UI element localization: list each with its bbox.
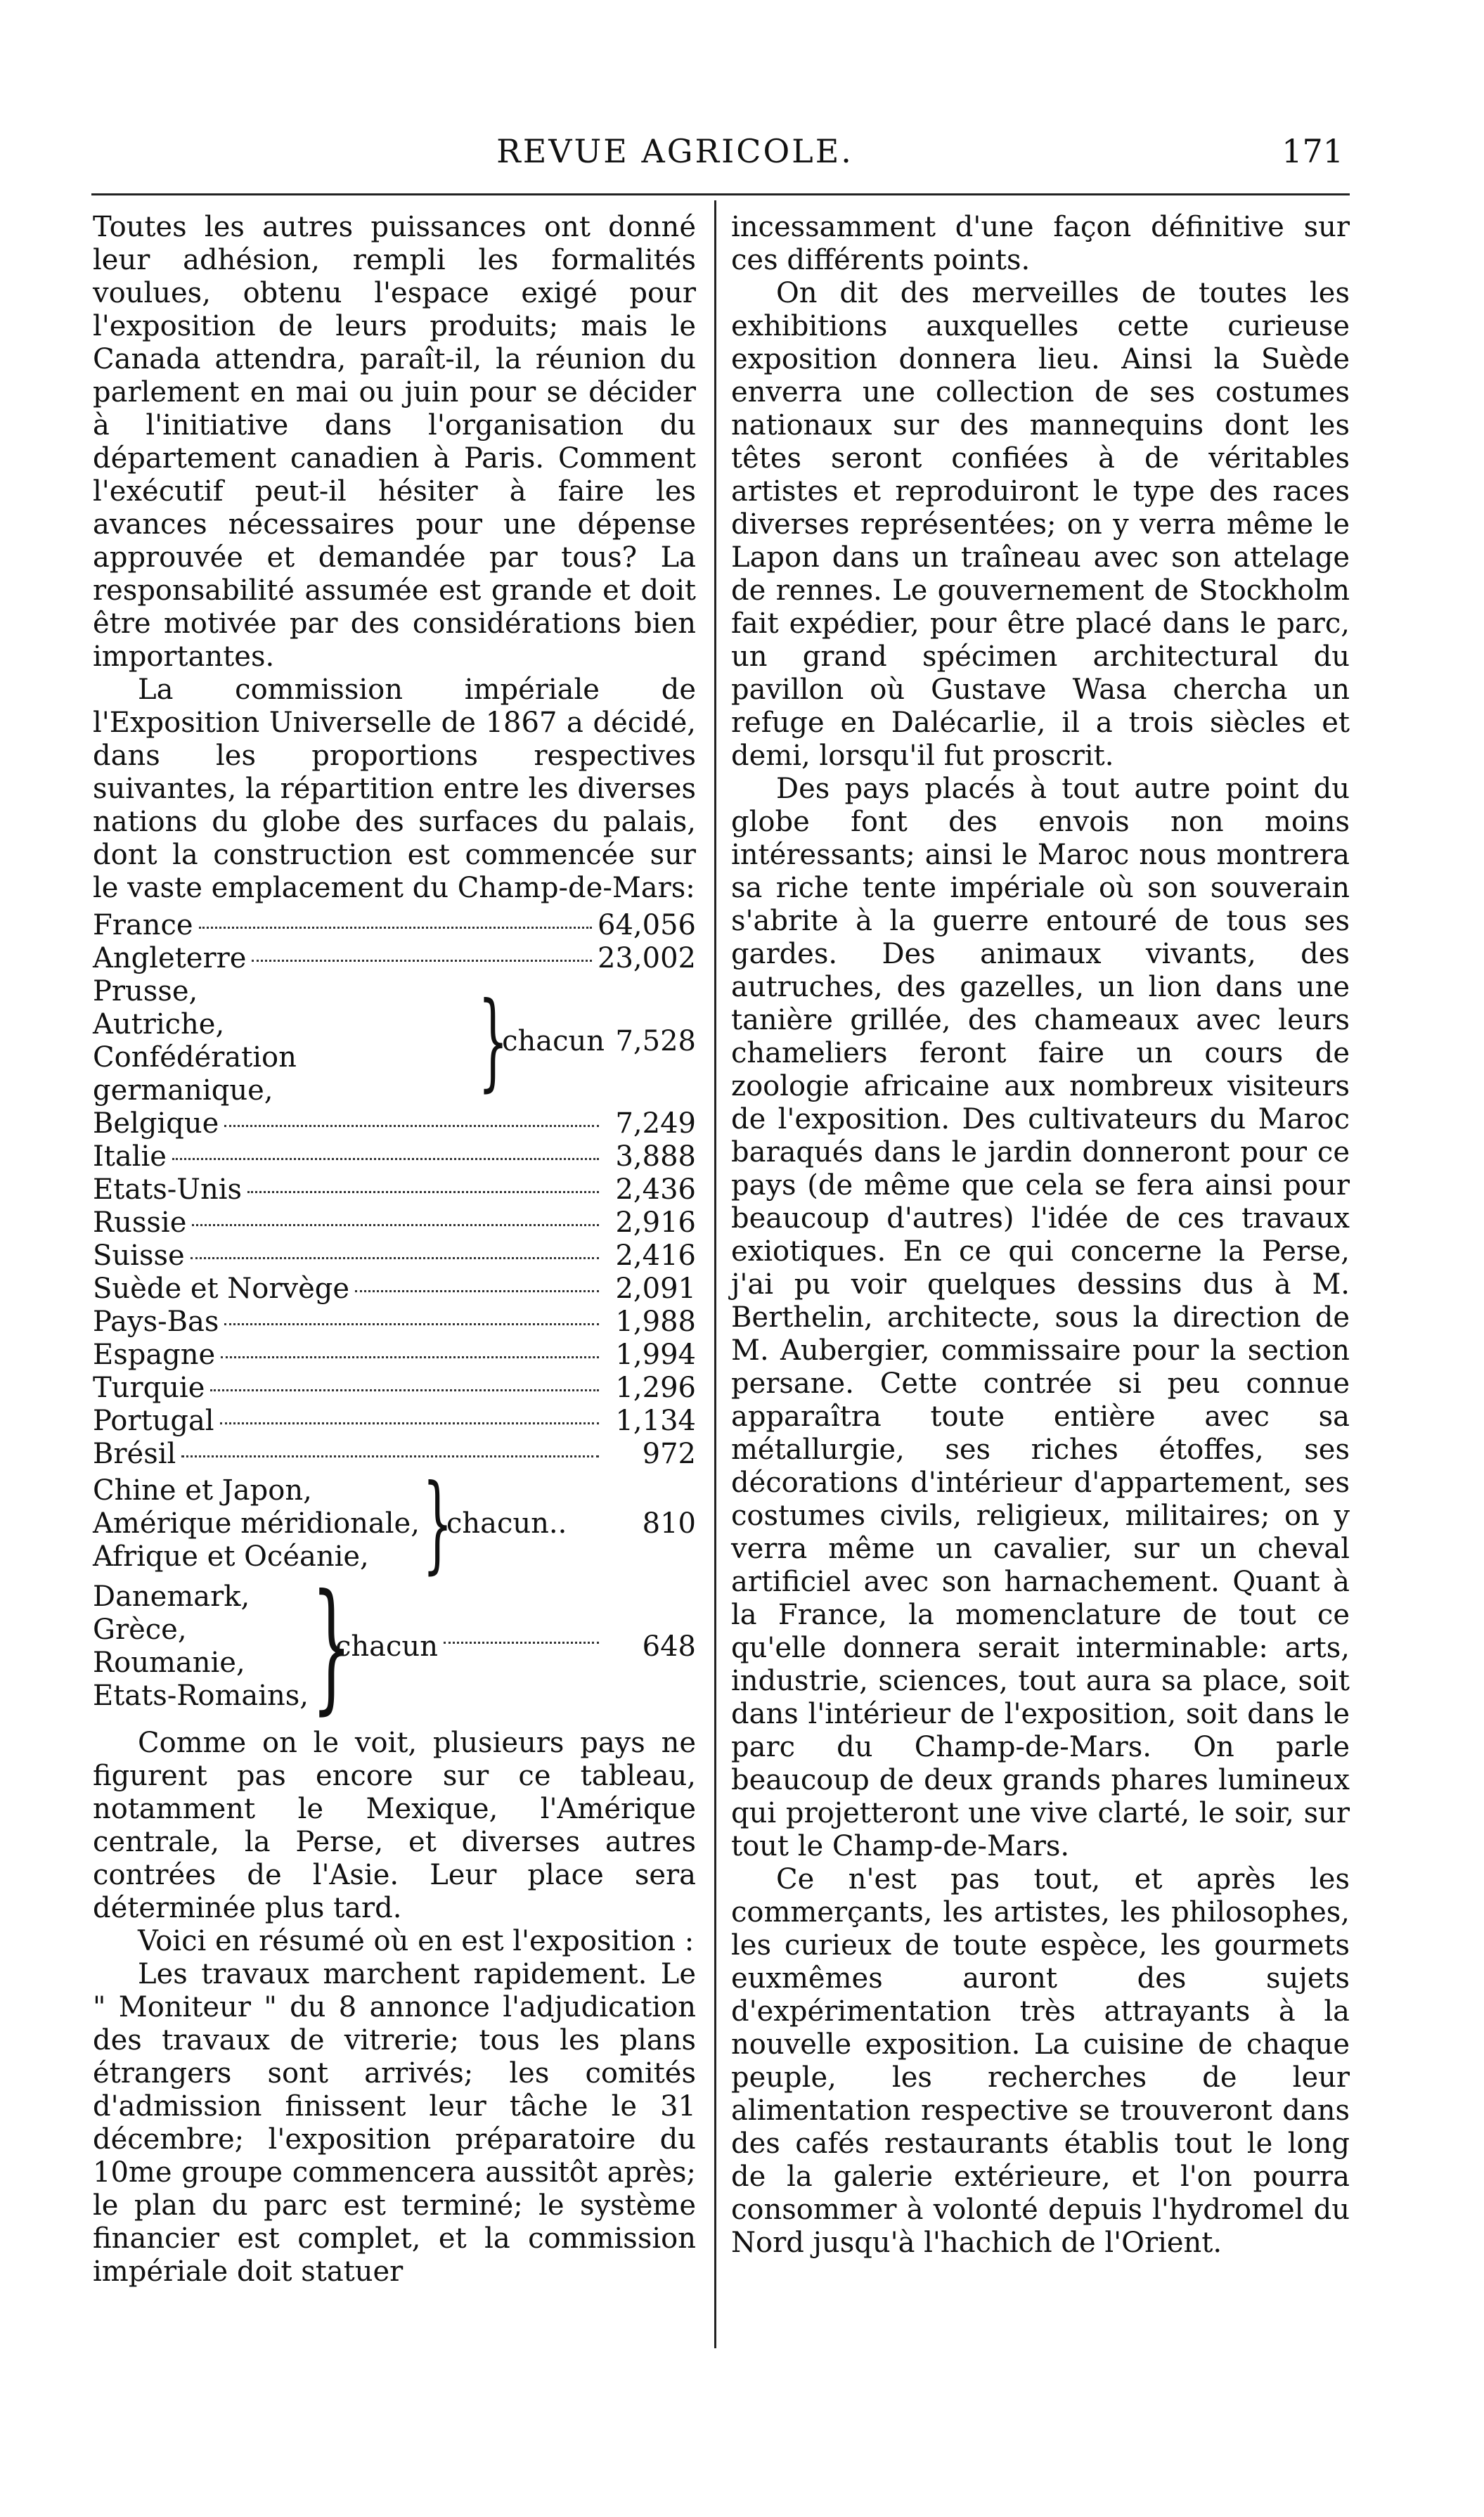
country-name: Pays-Bas bbox=[93, 1306, 219, 1338]
country-name: Chine et Japon, bbox=[93, 1474, 312, 1507]
running-header bbox=[0, 127, 1484, 176]
leader-dots bbox=[191, 1257, 599, 1259]
surface-value: 1,134 bbox=[615, 1405, 696, 1437]
brace-icon: } bbox=[478, 980, 509, 1102]
table-row bbox=[93, 1206, 696, 1240]
surface-value: 648 bbox=[642, 1630, 696, 1663]
country-name: Confédération germanique, bbox=[93, 1041, 297, 1107]
leader-dots bbox=[247, 1191, 599, 1193]
leader-dots bbox=[172, 1158, 599, 1160]
country-name: Brésil bbox=[93, 1438, 176, 1470]
surface-value: 7,528 bbox=[615, 1024, 696, 1057]
leader-dots bbox=[224, 1125, 599, 1127]
page-number: 171 bbox=[1282, 132, 1343, 170]
country-name: Turquie bbox=[93, 1372, 205, 1404]
surface-value: 1,988 bbox=[615, 1306, 696, 1338]
left-paragraph-4: Voici en résumé où en est l'exposition : bbox=[138, 1925, 695, 1957]
country-name: Suède et Norvège bbox=[93, 1273, 350, 1305]
leader-dots bbox=[210, 1389, 599, 1391]
column-divider bbox=[714, 200, 716, 2348]
right-column bbox=[731, 211, 1350, 2260]
right-paragraph-1: incessamment d'une façon définitive sur ces différents points. bbox=[731, 211, 1350, 276]
group-label: chacun bbox=[335, 1630, 438, 1663]
table-row bbox=[93, 1107, 696, 1140]
right-paragraph-4: Ce n'est pas tout, et après les commerçants, les artistes, les philosophes, les curieux de toute espèce, les gourmets euxmêmes auront des sujets d'expérimentation très attrayants à la nouvelle exposition. La cuisine de chaque peuple, les recherches de leur alimentation respective se trouveront dans des cafés restaurants établis tout le long de la galerie extérieure, et l'on pourra consommer à volonté depuis l'hydromel du Nord jusqu'à l'hachich de l'Orient. bbox=[731, 1863, 1350, 2259]
table-row bbox=[93, 1372, 696, 1405]
surface-value: 64,056 bbox=[598, 909, 696, 941]
leader-dots bbox=[355, 1290, 599, 1292]
leader-dots bbox=[192, 1224, 599, 1226]
surface-value: 972 bbox=[642, 1438, 696, 1470]
table-group-3 bbox=[93, 1564, 696, 1728]
country-name: Amérique méridionale, bbox=[93, 1507, 420, 1540]
leader-dots bbox=[221, 1356, 599, 1358]
country-name: Espagne bbox=[93, 1339, 216, 1371]
surface-value: 23,002 bbox=[598, 942, 696, 974]
country-name: Russie bbox=[93, 1206, 187, 1239]
country-name: Autriche, bbox=[93, 1008, 225, 1041]
right-paragraph-3: Des pays placés à tout autre point du globe font des envois non moins intéressants; ainsi le Maroc nous montrera sa riche tente impériale où son souverain s'abrite à la guerre entouré de tous ses gardes. Des animaux vivants, des autruches, des gazelles, un lion dans une tanière grillée, des chameaux avec leurs chameliers feront faire un cours de zoologie africaine aux nombreux visiteurs de l'exposition. Des cultivateurs du Maroc baraqués dans le jardin donneront pour ce pays (de même que cela se fera ainsi pour beaucoup d'autres) l'idée de ces travaux exiotiques. En ce qui concerne la Perse, j'ai pu voir quelques dessins dus à M. Berthelin, architecte, sous la direction de M. Aubergier, commissaire pour la section persane. Cette contrée si peu connue apparaîtra toute entière avec sa métallurgie, ses riches étoffes, ses décorations d'intérieur d'appartement, ses costumes civils, religieux, militaires; on y verra même un cavalier, sur un cheval artificiel avec son harnachement. Quant à la France, la momenclature de tout ce qu'elle donnera serait interminable: arts, industrie, sciences, tout aura sa place, soit dans l'intérieur de l'exposition, soit dans le parc du Champ-de-Mars. On parle beaucoup de deux grands phares lumineux qui projetteront une vive clarté, le soir, sur tout le Champ-de-Mars. bbox=[731, 773, 1350, 1862]
leader-dots bbox=[181, 1455, 599, 1457]
right-paragraph-2: On dit des merveilles de toutes les exhibitions auxquelles cette curieuse exposition donnera lieu. Ainsi la Suède enverra une collection de ses costumes nationaux sur des mannequins dont les têtes seront confiées à de véritables artistes et reproduiront le type des races diverses représentées; on y verra même le Lapon dans un traîneau avec son attelage de rennes. Le gouvernement de Stockholm fait expédier, pour être placé dans le parc, un grand spécimen architectural du pavillon où Gustave Wasa chercha un refuge en Dalécarlie, il a trois siècles et demi, lorsqu'il fut proscrit. bbox=[731, 277, 1350, 772]
table-group-1 bbox=[93, 975, 696, 1107]
brace-icon: } bbox=[311, 1564, 352, 1728]
left-paragraph-2: La commission impériale de l'Exposition Universelle de 1867 a décidé, dans les proportions respectives suivantes, la répartition entre les diverses nations du globe des surfaces du palais, dont la construction est commencée sur le vaste emplacement du Champ-de-Mars: bbox=[93, 674, 696, 904]
country-name: France bbox=[93, 909, 193, 941]
leader-dots bbox=[252, 960, 592, 962]
country-name: Afrique et Océanie, bbox=[93, 1540, 369, 1573]
left-paragraph-1: Toutes les autres puissances ont donné leur adhésion, rempli les formalités voulues, obtenu l'espace exigé pour l'exposition de leurs produits; mais le Canada attendra, paraît-il, la réunion du parlement en mai ou juin pour se décider à l'initiative dans l'organisation du département canadien à Paris. Comment l'exécutif peut-il hésiter à faire les avances nécessaires pour une dépense approuvée et demandée par tous? La responsabilité assumée est grande et doit être motivée par des considérations bien importantes. bbox=[93, 211, 696, 673]
header-rule bbox=[91, 193, 1350, 195]
group-label: chacun bbox=[502, 1024, 605, 1057]
country-name: Belgique bbox=[93, 1107, 219, 1140]
table-row bbox=[93, 1306, 696, 1339]
leader-dots bbox=[444, 1642, 599, 1644]
country-name: Italie bbox=[93, 1140, 167, 1173]
surface-value: 1,296 bbox=[615, 1372, 696, 1404]
table-row bbox=[93, 1273, 696, 1306]
table-group-2 bbox=[93, 1462, 696, 1585]
surface-value: 2,416 bbox=[615, 1240, 696, 1272]
country-name: Prusse, bbox=[93, 975, 198, 1008]
country-name: Grèce, bbox=[93, 1614, 187, 1646]
left-column bbox=[93, 211, 696, 2289]
country-name: Danemark, bbox=[93, 1581, 250, 1613]
country-name: Etats-Romains, bbox=[93, 1680, 309, 1712]
group-label: chacun.. bbox=[446, 1507, 567, 1540]
table-row bbox=[93, 1405, 696, 1438]
surface-allocation-table bbox=[93, 909, 696, 1728]
surface-value: 1,994 bbox=[615, 1339, 696, 1371]
surface-value: 7,249 bbox=[615, 1107, 696, 1140]
table-row bbox=[93, 1339, 696, 1372]
country-name: Etats-Unis bbox=[93, 1173, 243, 1206]
leader-dots bbox=[199, 927, 592, 929]
running-title: REVUE AGRICOLE. bbox=[496, 132, 853, 170]
table-row bbox=[93, 942, 696, 975]
table-row bbox=[93, 1240, 696, 1273]
group-names bbox=[93, 1474, 420, 1573]
surface-value: 2,436 bbox=[615, 1173, 696, 1206]
left-paragraph-3: Comme on le voit, plusieurs pays ne figurent pas encore sur ce tableau, notamment le Mexique, l'Amérique centrale, la Perse, et diverses autres contrées de l'Asie. Leur place sera déterminée plus tard. bbox=[93, 1727, 696, 1924]
leader-dots bbox=[220, 1422, 599, 1424]
group-names bbox=[93, 1581, 309, 1713]
country-name: Portugal bbox=[93, 1405, 214, 1437]
table-row bbox=[93, 909, 696, 942]
table-row bbox=[93, 1173, 696, 1206]
country-name: Angleterre bbox=[93, 942, 247, 974]
surface-value: 2,091 bbox=[615, 1273, 696, 1305]
table-row bbox=[93, 1438, 696, 1471]
left-paragraph-5: Les travaux marchent rapidement. Le " Moniteur " du 8 annonce l'adjudication des travaux de vitrerie; tous les plans étrangers sont arrivés; les comités d'admission finissent leur tâche le 31 décembre; l'exposition préparatoire du 10me groupe commencera aussitôt après; le plan du parc est terminé; le système financier est complet, et la commission impériale doit statuer bbox=[93, 1958, 696, 2288]
country-name: Suisse bbox=[93, 1240, 185, 1272]
table-row bbox=[93, 1140, 696, 1173]
group-names bbox=[93, 975, 475, 1107]
brace-icon: } bbox=[422, 1462, 453, 1585]
surface-value: 810 bbox=[642, 1507, 696, 1540]
surface-value: 2,916 bbox=[615, 1206, 696, 1239]
leader-dots bbox=[224, 1323, 599, 1325]
country-name: Roumanie, bbox=[93, 1647, 245, 1679]
surface-value: 3,888 bbox=[615, 1140, 696, 1173]
